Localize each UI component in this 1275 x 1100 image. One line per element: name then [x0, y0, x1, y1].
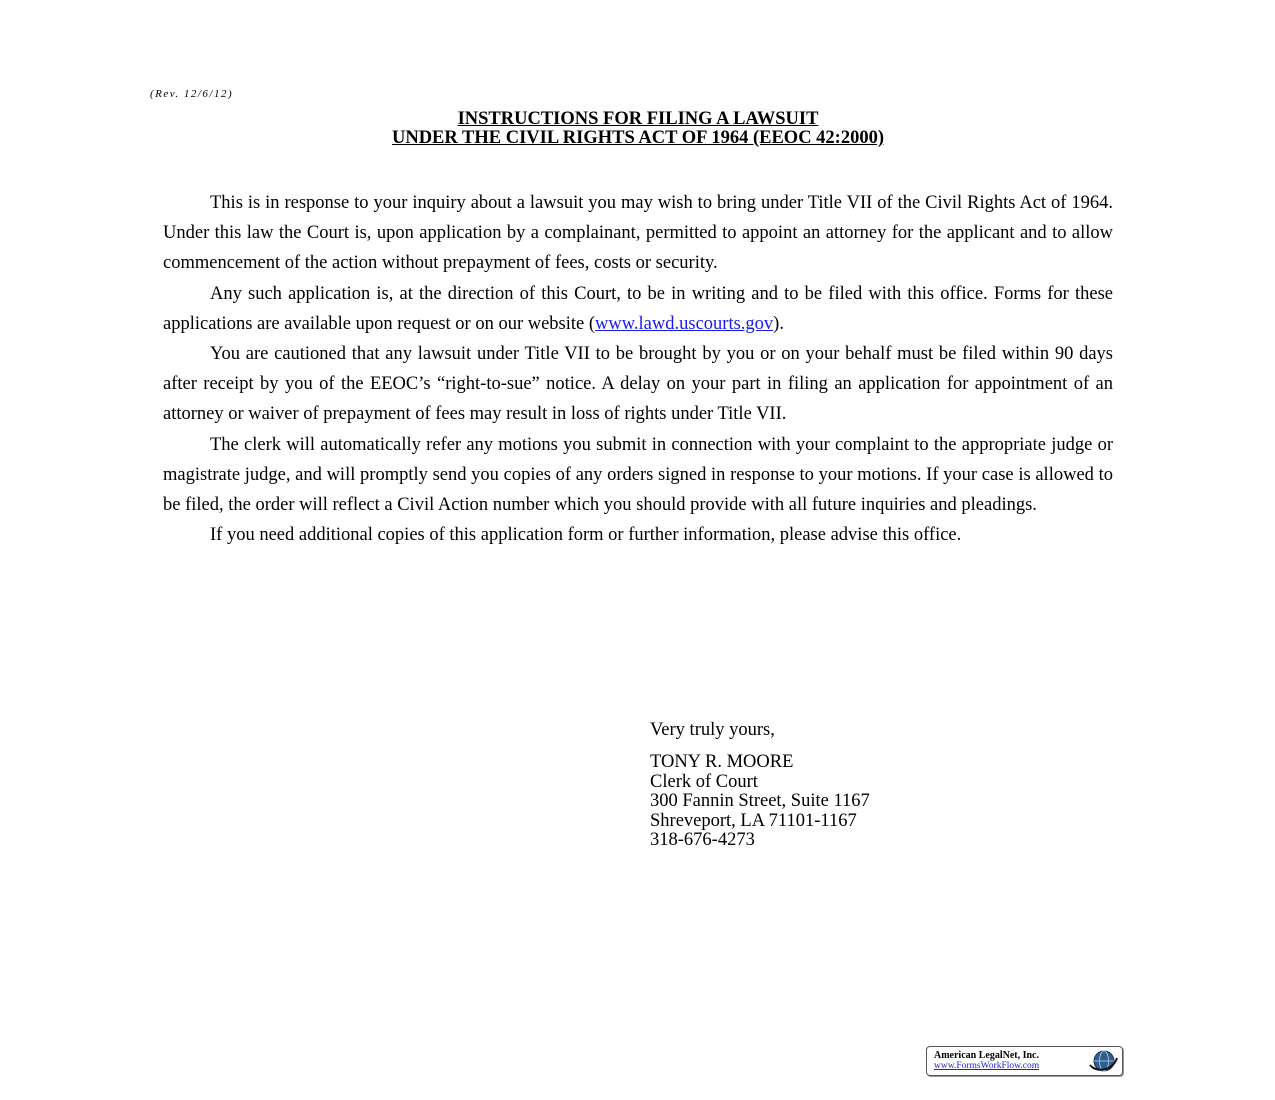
paragraph-2 [163, 279, 1113, 339]
publisher-badge[interactable] [926, 1046, 1123, 1076]
address-line-1: 300 Fannin Street, Suite 1167 [650, 791, 870, 811]
publisher-website-link[interactable]: www.FormsWorkFlow.com [934, 1061, 1040, 1071]
signature-block [650, 753, 870, 851]
document-title-line2: UNDER THE CIVIL RIGHTS ACT OF 1964 (EEOC 42:2000) [391, 128, 885, 148]
phone-number: 318-676-4273 [650, 830, 755, 850]
document-title-line1: INSTRUCTIONS FOR FILING A LAWSUIT [457, 109, 819, 129]
paragraph-3: You are cautioned that any lawsuit under Title VII to be brought by you or on your behalf must be filed within 90 days after receipt by you of the EEOC’s “right-to-sue” notice. A delay on your part in filing an application for appointment of an attorney or waiver of prepayment of fees may result in loss of rights under Title VII. [163, 344, 1113, 425]
revision-date: (Rev. 12/6/12) [150, 88, 234, 100]
paragraph-1: This is in response to your inquiry about a lawsuit you may wish to bring under Title VII of the Civil Rights Act of 1964. Under this law the Court is, upon application by a complainant, permitted to appoint an attorney for the applicant and to allow commencement of the action without prepayment of fees, costs or security. [163, 193, 1113, 274]
address-line-2: Shreveport, LA 71101-1167 [650, 810, 857, 831]
publisher-name: American LegalNet, Inc. [934, 1050, 1039, 1061]
paragraph-5: If you need additional copies of this application form or further information, please advise this office. [210, 525, 962, 546]
globe-logo-icon [1087, 1049, 1119, 1073]
paragraph-2-end: ). [773, 313, 784, 334]
paragraph-2-text: Any such application is, at the direction of this Court, to be in writing and to be filed with this office. Forms for these applications are available upon request or on our website ( [163, 283, 1113, 334]
court-website-link[interactable]: www.lawd.uscourts.gov [595, 313, 774, 334]
signer-name: TONY R. MOORE [650, 752, 794, 772]
signer-title: Clerk of Court [650, 771, 758, 792]
paragraph-4: The clerk will automatically refer any motions you submit in connection with your complaint to the appropriate judge or magistrate judge, and will promptly send you copies of any orders signed in response to your motions. If your case is allowed to be filed, the order will reflect a Civil Action number which you should provide with all future inquiries and pleadings. [163, 434, 1113, 516]
letter-body [163, 188, 1113, 550]
letter-closing: Very truly yours, [650, 720, 775, 740]
